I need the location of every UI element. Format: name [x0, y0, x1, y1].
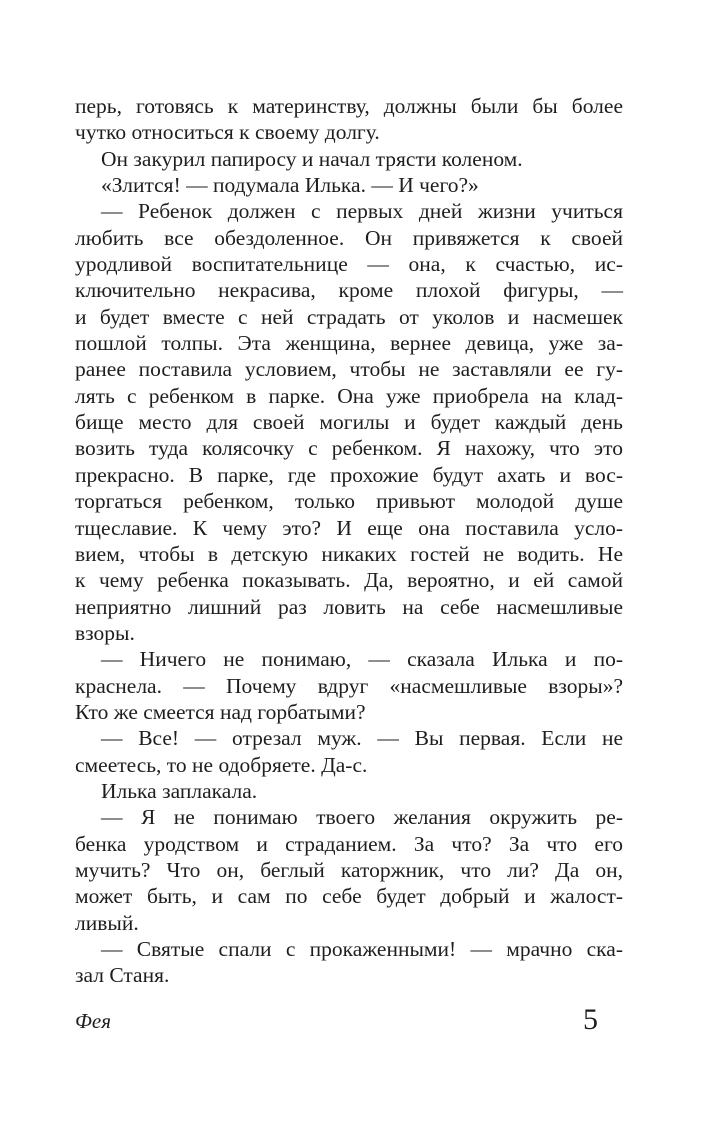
page-number: 5: [583, 1003, 598, 1036]
text-line: пошлой толпы. Эта женщина, вернее девица, уже за-: [75, 331, 623, 356]
text-line: чутко относиться к своему долгу.: [75, 120, 380, 145]
text-line: — Все! — отрезал муж. — Вы первая. Если не: [101, 726, 623, 751]
text-line: лять с ребенком в парке. Она уже приобрела на клад-: [75, 383, 623, 408]
text-line: тщеславие. К чему это? И еще она поставила усло-: [75, 515, 623, 540]
text-line: к чему ребенка показывать. Да, вероятно, и ей самой: [75, 568, 623, 593]
text-line: взоры.: [75, 620, 135, 645]
text-line: — Я не понимаю твоего желания окружить ре-: [101, 805, 623, 830]
text-line: может быть, и сам по себе будет добрый и жалост-: [75, 884, 623, 909]
text-line: Кто же смеется над горбатыми?: [75, 699, 366, 724]
text-line: бище место для своей могилы и будет каждый день: [75, 410, 623, 435]
text-line: любить все обездоленное. Он привяжется к своей: [75, 225, 623, 250]
text-line: и будет вместе с ней страдать от уколов и насмешек: [75, 304, 623, 329]
text-line: неприятно лишний раз ловить на себе насмешливые: [75, 594, 623, 619]
text-line: прекрасно. В парке, где прохожие будут ахать и вос-: [75, 462, 623, 487]
running-title: Фея: [75, 1009, 111, 1033]
text-line: бенка уродством и страданием. За что? За что его: [75, 831, 623, 856]
text-line: краснела. — Почему вдруг «насмешливые взоры»?: [75, 673, 623, 698]
text-line: зал Станя.: [75, 963, 170, 988]
paragraph: [75, 804, 623, 936]
text-line: ливый.: [75, 910, 139, 935]
paragraph: [75, 93, 623, 146]
text-line: Илька заплакала.: [101, 778, 258, 803]
text-block: [75, 93, 623, 989]
text-line: смеетесь, то не одобряете. Да-с.: [75, 752, 368, 777]
text-line: перь, готовясь к материнству, должны были бы более: [75, 94, 623, 118]
text-line: мучить? Что он, беглый каторжник, что ли? Да он,: [75, 857, 623, 882]
text-line: уродливой воспитательнице — она, к счастью, ис-: [75, 252, 623, 277]
text-line: — Ничего не понимаю, — сказала Илька и по-: [101, 647, 623, 672]
paragraph: [75, 936, 623, 989]
text-line: Он закурил папиросу и начал трясти коленом.: [101, 146, 523, 171]
paragraph: [75, 172, 623, 198]
text-line: торгаться ребенком, только привьют молодой душе: [75, 489, 623, 514]
text-line: ранее поставила условием, чтобы не заставляли ее гу-: [75, 357, 623, 382]
text-line: — Святые спали с прокаженными! — мрачно ска-: [101, 937, 623, 961]
text-line: ключительно некрасива, кроме плохой фигуры, —: [75, 278, 623, 303]
paragraph: [75, 646, 623, 725]
text-line: «Злится! — подумала Илька. — И чего?»: [101, 173, 479, 198]
text-line: — Ребенок должен с первых дней жизни учиться: [101, 199, 623, 224]
paragraph: [75, 778, 623, 804]
text-line: вием, чтобы в детскую никаких гостей не водить. Не: [75, 541, 623, 566]
paragraph: [75, 198, 623, 646]
paragraph: [75, 146, 623, 172]
text-line: возить туда колясочку с ребенком. Я нахожу, что это: [75, 436, 623, 461]
paragraph: [75, 725, 623, 778]
